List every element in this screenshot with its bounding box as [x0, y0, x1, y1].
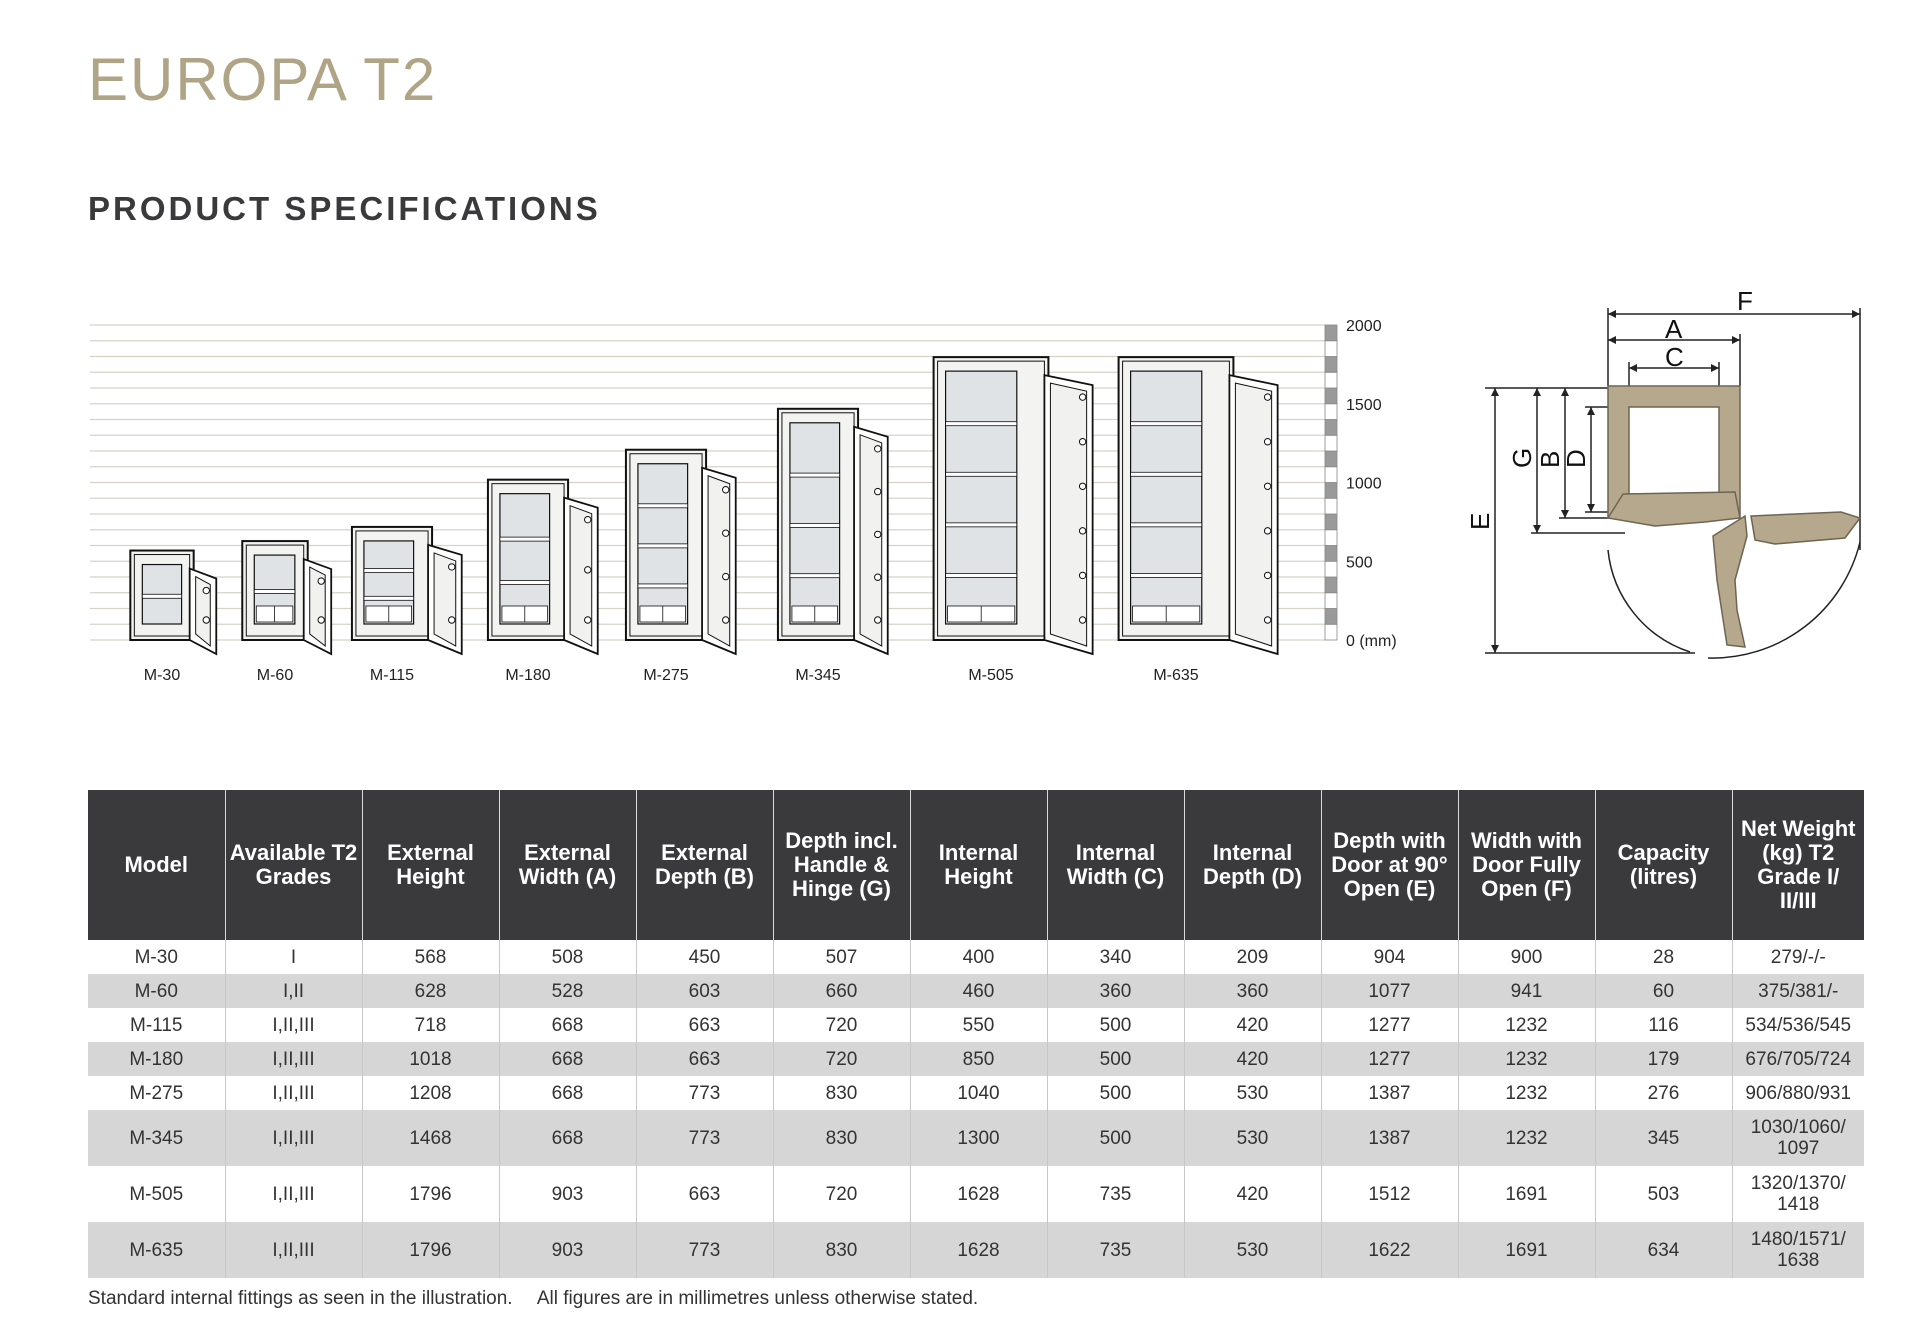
table-cell: 720 [773, 1042, 910, 1076]
table-row [88, 1042, 1864, 1076]
column-header: Available T2 Grades [225, 790, 362, 940]
table-cell: 830 [773, 1076, 910, 1110]
footnote-fittings: Standard internal fittings as seen in the illustration. [88, 1288, 513, 1309]
specifications-table [88, 790, 1864, 1278]
table-row [88, 974, 1864, 1008]
table-cell: 507 [773, 940, 910, 974]
table-cell: I,II,III [225, 1076, 362, 1110]
model-label: M-345 [795, 667, 841, 684]
table-cell: 530 [1184, 1222, 1321, 1278]
safe-m-635 [1119, 357, 1278, 654]
scale-ruler-segment [1325, 467, 1337, 483]
table-cell: M-635 [88, 1222, 225, 1278]
scale-ruler-segment [1325, 561, 1337, 577]
column-header: Net Weight (kg) T2 Grade I/ II/III [1732, 790, 1864, 940]
dimension-diagram [1455, 280, 1875, 670]
table-cell: I,II,III [225, 1110, 362, 1166]
table-cell: 773 [636, 1076, 773, 1110]
safe-m-275 [626, 450, 736, 654]
door-closed-shape [1608, 492, 1740, 526]
table-cell: 360 [1047, 974, 1184, 1008]
table-cell: 1232 [1458, 1008, 1595, 1042]
safe-m-505 [934, 357, 1093, 654]
label-a: A [1665, 314, 1683, 344]
table-cell: 903 [499, 1166, 636, 1222]
table-cell: 663 [636, 1166, 773, 1222]
table-cell: 904 [1321, 940, 1458, 974]
table-cell: 116 [1595, 1008, 1732, 1042]
column-header: External Depth (B) [636, 790, 773, 940]
column-header: Depth with Door at 90° Open (E) [1321, 790, 1458, 940]
table-cell: 628 [362, 974, 499, 1008]
column-header: Capacity (litres) [1595, 790, 1732, 940]
table-cell: I,II,III [225, 1166, 362, 1222]
table-cell: 503 [1595, 1166, 1732, 1222]
label-c: C [1665, 342, 1684, 372]
table-cell: 1468 [362, 1110, 499, 1166]
scale-ruler-segment [1325, 577, 1337, 593]
table-cell: 1796 [362, 1222, 499, 1278]
scale-ruler-segment [1325, 546, 1337, 562]
footnote [88, 1288, 998, 1310]
safe-m-30 [130, 551, 216, 654]
table-cell: 1018 [362, 1042, 499, 1076]
table-cell: 1232 [1458, 1042, 1595, 1076]
table-cell: M-180 [88, 1042, 225, 1076]
table-cell: 528 [499, 974, 636, 1008]
table-row [88, 1008, 1864, 1042]
table-cell: 530 [1184, 1076, 1321, 1110]
table-row [88, 1222, 1864, 1278]
page-title: EUROPA T2 [88, 46, 438, 113]
table-cell: 279/-/- [1770, 946, 1826, 968]
table-cell: 450 [636, 940, 773, 974]
table-cell: 1796 [362, 1166, 499, 1222]
table-cell: 1480/1571/ 1638 [1732, 1222, 1864, 1278]
label-d: D [1561, 449, 1591, 468]
table-cell: 420 [1184, 1166, 1321, 1222]
scale-label: 2000 [1346, 318, 1382, 335]
column-header: External Height [362, 790, 499, 940]
table-row [88, 1110, 1864, 1166]
column-header: Depth incl. Handle & Hinge (G) [773, 790, 910, 940]
table-cell: 676/705/724 [1732, 1042, 1864, 1076]
table-cell: 668 [499, 1008, 636, 1042]
scale-ruler-segment [1325, 498, 1337, 514]
scale-ruler-segment [1325, 624, 1337, 640]
column-header: Model [88, 790, 225, 940]
table-cell: 460 [910, 974, 1047, 1008]
table-cell: I [225, 940, 362, 974]
table-cell: I,II,III [225, 1042, 362, 1076]
table-cell: 1030/1060/ 1097 [1732, 1110, 1864, 1166]
scale-label: 1500 [1346, 396, 1382, 414]
table-cell: M-60 [88, 974, 225, 1008]
table-cell: 1277 [1321, 1008, 1458, 1042]
table-row [88, 1076, 1864, 1110]
table-cell: 500 [1047, 1076, 1184, 1110]
scale-label: 0 (mm) [1346, 633, 1397, 650]
table-cell: M-505 [88, 1166, 225, 1222]
scale-ruler-segment [1325, 357, 1337, 373]
column-header: Internal Height [910, 790, 1047, 940]
table-cell: 830 [773, 1110, 910, 1166]
safe-m-345 [778, 409, 888, 654]
label-g: G [1507, 447, 1537, 468]
table-cell: 718 [362, 1008, 499, 1042]
label-b: B [1535, 450, 1565, 468]
door-90-shape [1713, 516, 1747, 647]
table-cell: 941 [1458, 974, 1595, 1008]
scale-ruler-segment [1325, 451, 1337, 467]
table-cell: 735 [1047, 1222, 1184, 1278]
model-label: M-635 [1153, 667, 1199, 684]
scale-ruler-segment [1325, 341, 1337, 357]
scale-ruler-segment [1325, 372, 1337, 388]
scale-ruler-segment [1325, 530, 1337, 546]
table-cell: 276 [1595, 1076, 1732, 1110]
table-cell: 1040 [910, 1076, 1047, 1110]
table-cell: M-115 [88, 1008, 225, 1042]
table-cell: 663 [636, 1042, 773, 1076]
table-cell: 1277 [1321, 1042, 1458, 1076]
table-cell: 830 [773, 1222, 910, 1278]
table-cell: 500 [1047, 1042, 1184, 1076]
table-cell: 1512 [1321, 1166, 1458, 1222]
table-cell: 1232 [1458, 1076, 1595, 1110]
table-cell: I,II,III [225, 1008, 362, 1042]
table-cell: 1387 [1321, 1110, 1458, 1166]
model-label: M-505 [968, 667, 1014, 684]
section-subtitle: PRODUCT SPECIFICATIONS [88, 190, 601, 227]
table-cell: 28 [1595, 940, 1732, 974]
scale-ruler-segment [1325, 609, 1337, 625]
scale-label: 1000 [1346, 475, 1382, 493]
table-cell: 603 [636, 974, 773, 1008]
scale-ruler-segment [1325, 483, 1337, 499]
table-cell: 634 [1595, 1222, 1732, 1278]
table-cell: 900 [1458, 940, 1595, 974]
table-cell: 773 [636, 1110, 773, 1166]
table-cell: 534/536/545 [1745, 1014, 1852, 1036]
table-cell: 1320/1370/ 1418 [1750, 1173, 1846, 1215]
table-cell: 903 [499, 1222, 636, 1278]
table-cell: 660 [773, 974, 910, 1008]
table-cell: 400 [910, 940, 1047, 974]
model-label: M-180 [505, 667, 551, 684]
table-cell: 1628 [910, 1222, 1047, 1278]
column-header: Internal Depth (D) [1184, 790, 1321, 940]
table-cell: 1232 [1458, 1110, 1595, 1166]
safe-size-illustration [80, 290, 1420, 690]
scale-ruler-segment [1325, 593, 1337, 609]
safe-m-60 [242, 541, 331, 654]
scale-ruler-segment [1325, 388, 1337, 404]
table-cell: 345 [1595, 1110, 1732, 1166]
table-cell: 668 [499, 1110, 636, 1166]
table-cell: 500 [1047, 1008, 1184, 1042]
table-cell: 60 [1595, 974, 1732, 1008]
table-row [88, 940, 1864, 974]
table-cell: 1208 [362, 1076, 499, 1110]
table-cell: 735 [1047, 1166, 1184, 1222]
table-cell: 663 [636, 1008, 773, 1042]
table-cell: I,II [225, 974, 362, 1008]
scale-ruler-segment [1325, 325, 1337, 341]
table-cell: 1628 [910, 1166, 1047, 1222]
table-cell: 720 [773, 1008, 910, 1042]
table-cell: 906/880/931 [1745, 1082, 1852, 1104]
scale-ruler-segment [1325, 420, 1337, 436]
label-f: F [1737, 286, 1753, 316]
table-cell: 209 [1184, 940, 1321, 974]
table-row [88, 1166, 1864, 1222]
table-cell: 500 [1047, 1110, 1184, 1166]
table-cell: 179 [1595, 1042, 1732, 1076]
table-cell: 550 [910, 1008, 1047, 1042]
model-label: M-60 [256, 667, 294, 684]
table-cell: 1691 [1458, 1166, 1595, 1222]
table-cell: M-30 [88, 940, 225, 974]
table-cell: 668 [499, 1042, 636, 1076]
table-cell: 1622 [1321, 1222, 1458, 1278]
table-header-row [88, 790, 1864, 940]
scale-ruler-segment [1325, 514, 1337, 530]
table-cell: 1300 [910, 1110, 1047, 1166]
table-cell: 420 [1184, 1008, 1321, 1042]
model-label: M-115 [369, 667, 415, 684]
table-cell: 508 [499, 940, 636, 974]
table-cell: 1387 [1321, 1076, 1458, 1110]
table-cell: I,II,III [225, 1222, 362, 1278]
table-cell: 340 [1047, 940, 1184, 974]
scale-ruler-segment [1325, 404, 1337, 420]
table-cell: 530 [1184, 1110, 1321, 1166]
column-header: Width with Door Fully Open (F) [1458, 790, 1595, 940]
model-label: M-30 [143, 667, 181, 684]
table-cell: 375/381/- [1732, 974, 1864, 1008]
table-cell: 1077 [1321, 974, 1458, 1008]
table-cell: 568 [362, 940, 499, 974]
table-cell: 850 [910, 1042, 1047, 1076]
column-header: External Width (A) [499, 790, 636, 940]
column-header: Internal Width (C) [1047, 790, 1184, 940]
table-cell: 720 [773, 1166, 910, 1222]
table-cell: 668 [499, 1076, 636, 1110]
scale-ruler-segment [1325, 435, 1337, 451]
footnote-units: All figures are in millimetres unless otherwise stated. [536, 1288, 979, 1309]
door-open-shape [1751, 512, 1860, 544]
table-cell: 420 [1184, 1042, 1321, 1076]
table-cell: 360 [1184, 974, 1321, 1008]
model-label: M-275 [643, 667, 689, 684]
scale-label: 500 [1346, 554, 1373, 572]
label-e: E [1465, 512, 1495, 530]
safe-m-180 [488, 480, 598, 654]
table-cell: 773 [636, 1222, 773, 1278]
table-cell: M-345 [88, 1110, 225, 1166]
table-cell: 1691 [1458, 1222, 1595, 1278]
table-cell: M-275 [88, 1076, 225, 1110]
